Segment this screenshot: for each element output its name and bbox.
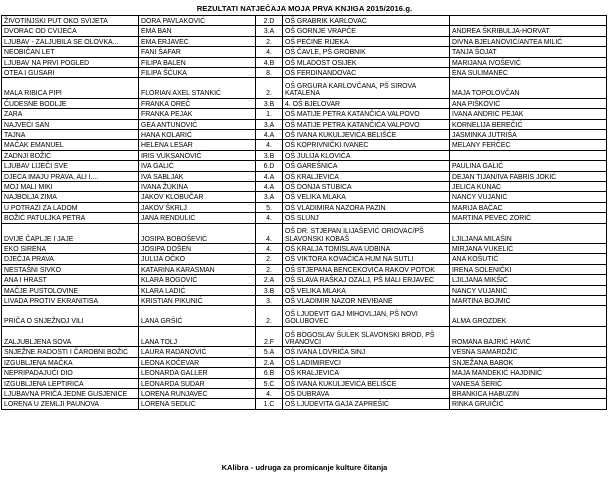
table-row [2,140,607,150]
student-name-cell: KLARA BOGOVIĆ [139,275,256,285]
school-cell: OŠ BOGOSLAV ŠULEK SLAVONSKI BROD, PŠ VRANOVCI [283,326,450,347]
grade-cell: 4. [256,140,283,150]
mentor-cell: ALMA GROZDEK [450,306,607,327]
student-name-cell: GEA ANTUNOVIĆ [139,119,256,129]
student-name-cell: HELENA LESAR [139,140,256,150]
student-name-cell: IVA SABLJAK [139,171,256,181]
student-name-cell: LANA TOLJ [139,326,256,347]
grade-cell: 3.A [256,119,283,129]
table-row [2,47,607,57]
school-cell: OŠ VIKTORA KOVAČIĆA HUM NA SUTLI [283,254,450,264]
book-title-cell: NAJVEĆI SAN [2,119,139,129]
table-row [2,109,607,119]
grade-cell: 2.A [256,275,283,285]
table-row [2,357,607,367]
book-title-cell: IZGUBLJENA MAČKA [2,357,139,367]
book-title-cell: DJECA IMAJU PRAVA, ALI I.... [2,171,139,181]
table-row [2,67,607,77]
mentor-cell: SNJEŽANA BABOK [450,357,607,367]
school-cell: OŠ GAREŠNICA [283,161,450,171]
mentor-cell: JASMINKA JUTRIŠA [450,130,607,140]
school-cell: OŠ JULIJA KLOVIĆA [283,150,450,160]
school-cell: OŠ SLUNJ [283,213,450,223]
table-row [2,130,607,140]
grade-cell: 3.A [256,192,283,202]
school-cell: OŠ FERDINANDOVAC [283,67,450,77]
table-row [2,223,607,244]
table-row [2,57,607,67]
mentor-cell: LJILJANA MIKŠIĆ [450,275,607,285]
table-row [2,244,607,254]
student-name-cell: JAKOV KLOBUČAR [139,192,256,202]
student-name-cell: LORENA RUNJAVEC [139,388,256,398]
school-cell: OŠ IVANA LOVRIĆA SINJ [283,347,450,357]
student-name-cell: IVA GALIĆ [139,161,256,171]
mentor-cell [450,16,607,26]
table-row [2,98,607,108]
mentor-cell: NANCY VUJANIĆ [450,285,607,295]
mentor-cell: JELICA KUNAC [450,181,607,191]
grade-cell: 2. [256,306,283,327]
student-name-cell: KLARA LADIĆ [139,285,256,295]
school-cell: OŠ VELIKA MLAKA [283,192,450,202]
grade-cell: 1. [256,109,283,119]
school-cell: OŠ VELIKA MLAKA [283,285,450,295]
table-row [2,275,607,285]
school-cell: OŠ STJEPANA BENCEKOVIĆA RAKOV POTOK [283,264,450,274]
mentor-cell: MARIJA BAČAC [450,202,607,212]
grade-cell: 4. [256,244,283,254]
grade-cell: 3.B [256,150,283,160]
table-row [2,388,607,398]
book-title-cell: ANA I HRAST [2,275,139,285]
student-name-cell: LANA GRŠIĆ [139,306,256,327]
table-row [2,295,607,305]
school-cell: 4. OŠ BJELOVAR [283,98,450,108]
book-title-cell: ZALJUBLJENA SOVA [2,326,139,347]
student-name-cell: LORENA SEDLIĆ [139,399,256,409]
student-name-cell: FRANKA PEJAK [139,109,256,119]
school-cell: OŠ DONJA STUBICA [283,181,450,191]
book-title-cell: NAJBOLJA ZIMA [2,192,139,202]
grade-cell: 3. [256,295,283,305]
table-row [2,326,607,347]
table-row [2,16,607,26]
grade-cell: 4. [256,47,283,57]
grade-cell: 1.C [256,399,283,409]
school-cell: OŠ VLADIMIR NAZOR NEVIĐANE [283,295,450,305]
school-cell: OŠ MLADOST OSIJEK [283,57,450,67]
student-name-cell: JOSIPA DOŠEN [139,244,256,254]
table-row [2,264,607,274]
book-title-cell: EKO SIRENA [2,244,139,254]
mentor-cell: LJILJANA MILAŠIN [450,223,607,244]
school-cell: OŠ GRGURA KARLOVČANA, PŠ SIROVA KATALENA [283,78,450,99]
grade-cell: 3.A [256,26,283,36]
school-cell: OŠ IVANA KUKULJEVIĆA BELIŠĆE [283,378,450,388]
grade-cell: 5. [256,202,283,212]
mentor-cell: TANJA ŠOJAT [450,47,607,57]
mentor-cell: ANA PIŠKOVIĆ [450,98,607,108]
book-title-cell: NEPRIPADAJUĆI DIO [2,368,139,378]
mentor-cell: DIVNA BJELANOVIĆ/ANTEA MILIĆ [450,36,607,46]
mentor-cell: IRENA SOLENIČKI [450,264,607,274]
school-cell: OŠ VLADIMIRA NAZORA PAZIN [283,202,450,212]
student-name-cell: LEONARDA GALLER [139,368,256,378]
mentor-cell: MAJA TOPOLOVČAN [450,78,607,99]
book-title-cell: LIVADA PROTIV EKRANITISA [2,295,139,305]
student-name-cell: KRISTIAN PIKUNIĆ [139,295,256,305]
grade-cell: 2.D [256,16,283,26]
results-table [1,15,607,410]
school-cell: OŠ LADIMIREVCI [283,357,450,367]
student-name-cell: FILIPA ŠĆUKA [139,67,256,77]
grade-cell: 4.B [256,57,283,67]
student-name-cell: FILIPA BALEN [139,57,256,67]
grade-cell: 3.B [256,98,283,108]
student-name-cell: FLORIAN AXEL STANKIĆ [139,78,256,99]
school-cell: OŠ MATIJE PETRA KATANČIĆA VALPOVO [283,119,450,129]
book-title-cell: LJUBAV - ZALJUBILA SE OLOVKA... [2,36,139,46]
book-title-cell: BOŽIĆ PATULJKA PETRA [2,213,139,223]
grade-cell: 6.D [256,161,283,171]
grade-cell: 8. [256,67,283,77]
mentor-cell: MAJA MANDEKIĆ HAJDINIĆ [450,368,607,378]
school-cell: OŠ KRALJEVICA [283,368,450,378]
table-row [2,78,607,99]
student-name-cell: LAURA RADANOVIĆ [139,347,256,357]
school-cell: OŠ IVANA KUKULJEVIĆA BELIŠĆE [283,130,450,140]
table-row [2,378,607,388]
document-title: REZULTATI NATJEČAJA MOJA PRVA KNJIGA 2015/2016.g. [196,4,413,13]
table-row [2,254,607,264]
school-cell: OŠ SLAVA RAŠKAJ OZALJ, PŠ MALI ERJAVEC [283,275,450,285]
book-title-cell: TAJNA [2,130,139,140]
mentor-cell: ENA SULIMANEC [450,67,607,77]
mentor-cell: BRANKICA HABUZIN [450,388,607,398]
student-name-cell: KATARINA KARASMAN [139,264,256,274]
table-row [2,192,607,202]
mentor-cell: ROMANA BAJRIĆ HAVIĆ [450,326,607,347]
grade-cell: 2.F [256,326,283,347]
mentor-cell: IVANA ANDRIĆ PEJAK [450,109,607,119]
student-name-cell: IVANA ŽUKINA [139,181,256,191]
student-name-cell: HANA KOLARIĆ [139,130,256,140]
table-row [2,368,607,378]
book-title-cell: LJUBAV NA PRVI POGLED [2,57,139,67]
grade-cell: 4. [256,388,283,398]
student-name-cell: IRIS VUKSANOVIĆ [139,150,256,160]
student-name-cell: FRANKA OREČ [139,98,256,108]
grade-cell: 2. [256,36,283,46]
table-row [2,181,607,191]
mentor-cell: PAULINA GALIĆ [450,161,607,171]
table-row [2,347,607,357]
table-row [2,150,607,160]
school-cell: OŠ KRALJEVICA [283,171,450,181]
table-row [2,306,607,327]
book-title-cell: NESTAŠNI SIVKO [2,264,139,274]
book-title-cell: ZARA [2,109,139,119]
table-row [2,213,607,223]
book-title-cell: DVIJE ČAPLJE I JAJE [2,223,139,244]
school-cell: OŠ ČAVLE, PŠ GROBNIK [283,47,450,57]
book-title-cell: IZGUBLJENA LEPTIRICA [2,378,139,388]
book-title-cell: NEOBIČAN LET [2,47,139,57]
book-title-cell: ZADNJI BOŽIĆ [2,150,139,160]
student-name-cell: JAKOV ŠKRLJ [139,202,256,212]
mentor-cell: ANA KOŠUTIĆ [450,254,607,264]
results-table-body [2,16,607,410]
book-title-cell: PRIČA O SNJEŽNOJ VILI [2,306,139,327]
book-title-cell: LJUBAV LIJEČI SVE [2,161,139,171]
grade-cell: 5.A [256,347,283,357]
grade-cell: 3.B [256,285,283,295]
table-row [2,285,607,295]
student-name-cell: LEONARDA SUDAR [139,378,256,388]
book-title-cell: ČUDESNE BODLJE [2,98,139,108]
student-name-cell: LEONA KOČEVAR [139,357,256,367]
grade-cell: 5.C [256,378,283,388]
table-row [2,399,607,409]
book-title-cell: LORENA U ZEMLJI PAUNOVA [2,399,139,409]
book-title-cell: OTEA I GUSARI [2,67,139,77]
book-title-cell: SNJEŽNE RADOSTI I ČAROBNI BOŽIĆ [2,347,139,357]
table-row [2,36,607,46]
school-cell: OŠ LJUDEVITA GAJA ZAPREŠIĆ [283,399,450,409]
school-cell: OŠ MATIJE PETRA KATANČIĆA VALPOVO [283,109,450,119]
student-name-cell: EMA BAN [139,26,256,36]
mentor-cell: ANDREA ŠKRIBULJA-HORVAT [450,26,607,36]
mentor-cell: MARIJANA IVOŠEVIĆ [450,57,607,67]
book-title-cell: DVORAC OD CVIJEĆA [2,26,139,36]
book-title-cell: DJEČJA PRAVA [2,254,139,264]
book-title-cell: LJUBAVNA PRIČA JEDNE GUSJENICE [2,388,139,398]
student-name-cell: EMA ERJAVEC [139,36,256,46]
book-title-cell: U POTRAZI ZA LADOM [2,202,139,212]
mentor-cell: NANCY VUJANIĆ [450,192,607,202]
student-name-cell: JANA RENDULIĆ [139,213,256,223]
school-cell: OŠ GRABRIK KARLOVAC [283,16,450,26]
grade-cell: 4.A [256,181,283,191]
mentor-cell: KORNELIJA BEREČIĆ [450,119,607,129]
mentor-cell: MARTINA BOJMIĆ [450,295,607,305]
footer-text: KAlibra - udruga za promicanje kulture čitanja [221,463,388,472]
student-name-cell: FANI ŠAFAR [139,47,256,57]
grade-cell: 2. [256,254,283,264]
grade-cell: 4. [256,213,283,223]
book-title-cell: MOJ MALI MIKI [2,181,139,191]
school-cell: OŠ DR. STJEPAN ILIJAŠEVIĆ ORIOVAC/PŠ SLAVONSKI KOBAŠ [283,223,450,244]
mentor-cell: DEJAN TIJAN/IVA FABRIS JOKIĆ [450,171,607,181]
student-name-cell: JULIJA OČKO [139,254,256,264]
mentor-cell: MELANY FERČEC [450,140,607,150]
mentor-cell: MIRJANA VUKELIĆ [450,244,607,254]
grade-cell: 4.A [256,171,283,181]
table-row [2,202,607,212]
mentor-cell: VESNA SAMARDŽIĆ [450,347,607,357]
grade-cell: 2. [256,78,283,99]
student-name-cell: DORA PAVLAKOVIĆ [139,16,256,26]
school-cell: OŠ DUBRAVA [283,388,450,398]
school-cell: OŠ GORNJE VRAPČE [283,26,450,36]
book-title-cell: MAČJE PUSTOLOVINE [2,285,139,295]
book-title-cell: MAČAK EMANUEL [2,140,139,150]
mentor-cell: MARTINA PEVEC ZORIĆ [450,213,607,223]
mentor-cell [450,150,607,160]
grade-cell: 2. [256,264,283,274]
school-cell: OŠ KOPRIVNIČKI IVANEC [283,140,450,150]
mentor-cell: RINKA GRUIČIĆ [450,399,607,409]
grade-cell: 2.A [256,357,283,367]
student-name-cell: JOSIPA BOBOŠEVIĆ [139,223,256,244]
mentor-cell: VANESA ŠERIĆ [450,378,607,388]
table-row [2,161,607,171]
table-row [2,26,607,36]
book-title-cell: ŽIVOTINJSKI PUT OKO SVIJETA [2,16,139,26]
grade-cell: 4.A [256,130,283,140]
school-cell: OŠ PEĆINE RIJEKA [283,36,450,46]
school-cell: OŠ KRALJA TOMISLAVA UDBINA [283,244,450,254]
grade-cell: 6.B [256,368,283,378]
grade-cell: 4. [256,223,283,244]
table-row [2,171,607,181]
school-cell: OŠ LJUDEVIT GAJ MIHOVLJAN, PŠ NOVI GOLUBOVEC [283,306,450,327]
table-row [2,119,607,129]
book-title-cell: MALA RIBICA PIPI [2,78,139,99]
